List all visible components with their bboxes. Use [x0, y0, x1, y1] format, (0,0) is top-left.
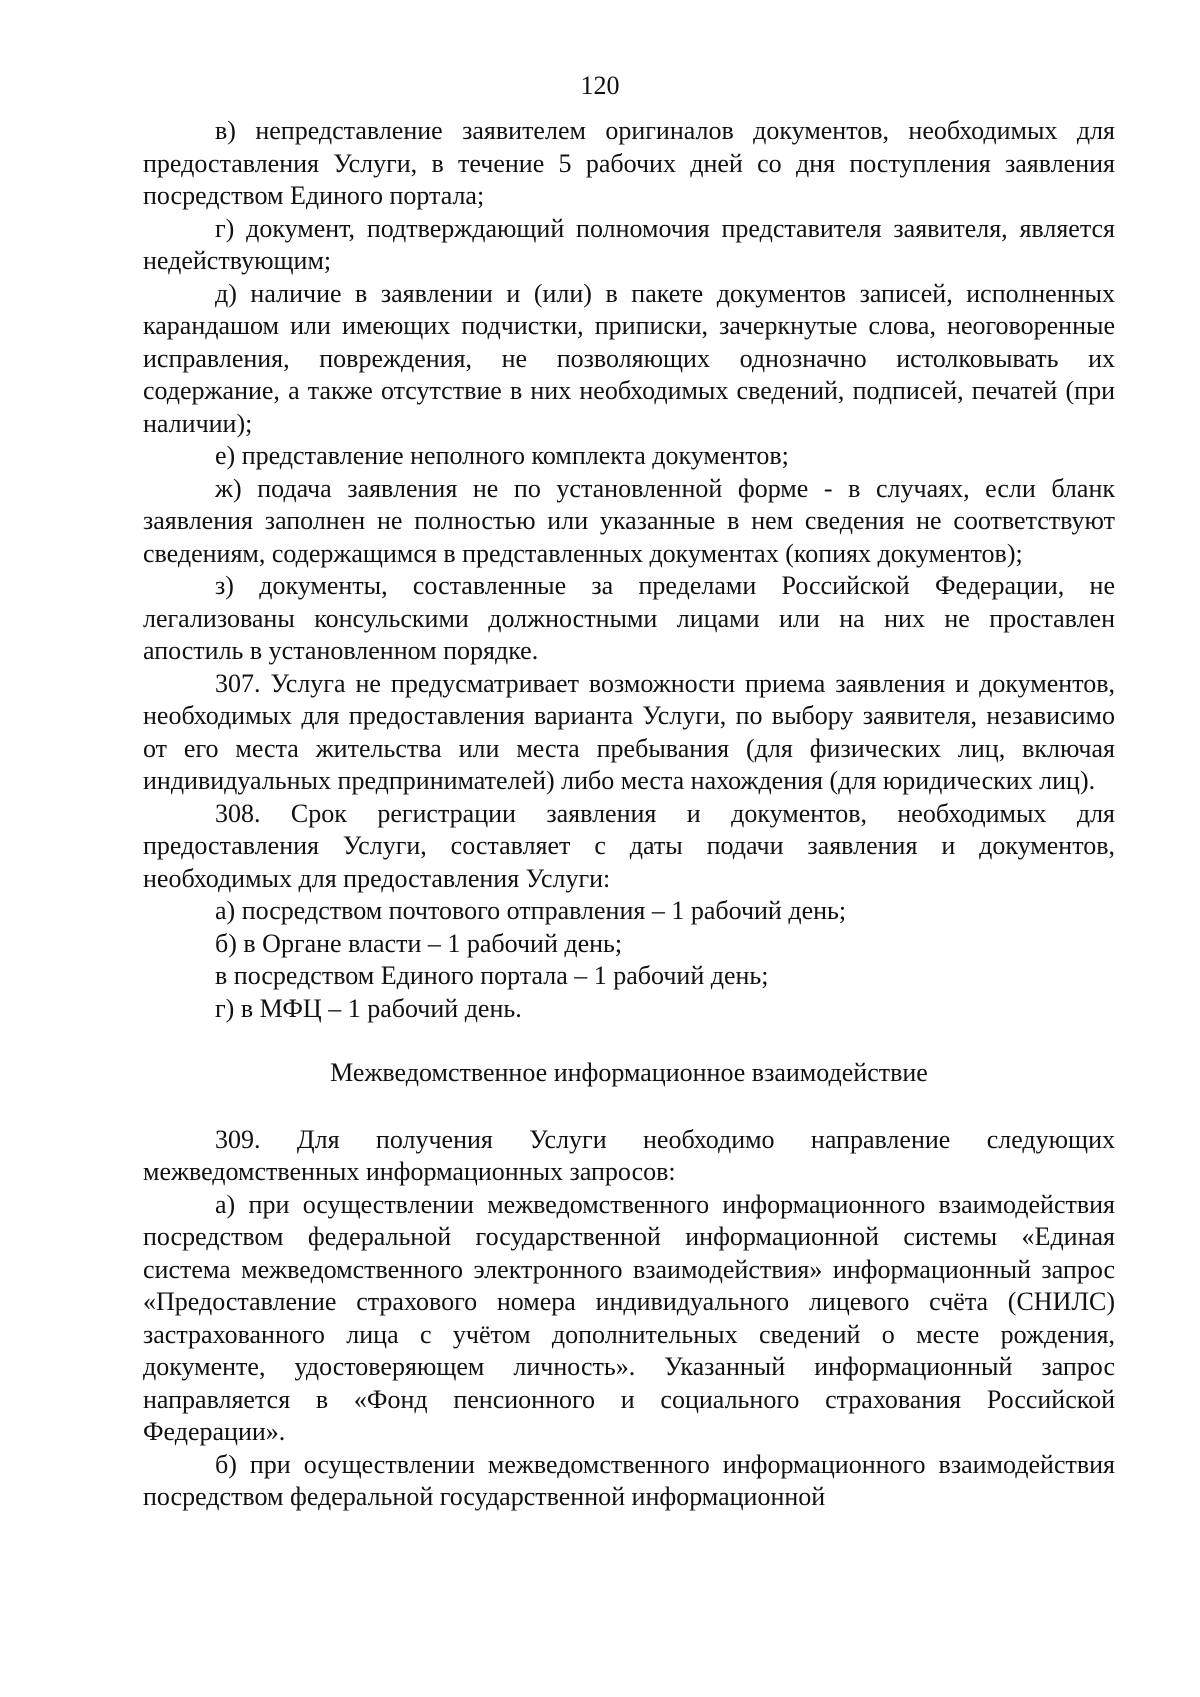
paragraph-308-b: б) в Органе власти – 1 рабочий день;	[215, 928, 623, 958]
paragraph-308-g: г) в МФЦ – 1 рабочий день.	[215, 993, 522, 1023]
document-body	[143, 115, 1115, 1514]
paragraph-g-authority-document: г) документ, подтверждающий полномочия представителя заявителя, является недействующим;	[143, 213, 1115, 275]
paragraph-v-originals: в) непредставление заявителем оригиналов документов, необходимых для предоставления Услуги, в течение 5 рабочих дней со дня поступления заявления посредством Единого портала;	[143, 116, 1115, 210]
paragraph-zh-wrong-form: ж) подача заявления не по установленной форме - в случаях, если бланк заявления заполнен не полностью или указанные в нем сведения не соответствуют сведениям, содержащимся в представленных документах (копиях документов);	[143, 473, 1115, 568]
page-number: 120	[580, 71, 620, 100]
paragraph-308: 308. Срок регистрации заявления и документов, необходимых для предоставления Услуги, составляет с даты подачи заявления и документов, необходимых для предоставления Услуги:	[143, 798, 1115, 893]
paragraph-308-v: в посредством Единого портала – 1 рабочий день;	[215, 961, 769, 990]
paragraph-309-b: б) при осуществлении межведомственного информационного взаимодействия посредством федеральной государственной информационной	[143, 1449, 1115, 1511]
paragraph-307: 307. Услуга не предусматривает возможности приема заявления и документов, необходимых для предоставления варианта Услуги, по выбору заявителя, независимо от его места жительства или места пребывания (для физических лиц, включая индивидуальных предпринимателей) либо места нахождения (для юридических лиц).	[143, 668, 1115, 795]
paragraph-309: 309. Для получения Услуги необходимо направление следующих межведомственных информационных запросов:	[143, 1124, 1115, 1186]
paragraph-308-a: а) посредством почтового отправления – 1 рабочий день;	[215, 896, 847, 925]
section-title: Межведомственное информационное взаимодействие	[330, 1058, 928, 1087]
paragraph-309-a: а) при осуществлении межведомственного информационного взаимодействия посредством федеральной государственной информационной системы «Единая система межведомственного электронного взаимодействия» информационный запрос «Предоставление страхового номера индивидуального лицевого счёта (СНИЛС) застрахованного лица с учётом дополнительных сведений о месте рождения, документе, удостоверяющем личность». Указанный информационный запрос направляется в «Фонд пенсионного и социального страхования Российской Федерации».	[143, 1189, 1115, 1446]
paragraph-d-corrections: д) наличие в заявлении и (или) в пакете документов записей, исполненных карандашом или имеющих подчистки, приписки, зачеркнутые слова, неоговоренные исправления, повреждения, не позволяющих однозначно истолковывать их содержание, а также отсутствие в них необходимых сведений, подписей, печатей (при наличии);	[143, 278, 1115, 438]
paragraph-e-incomplete-set: е) представление неполного комплекта документов;	[215, 441, 789, 470]
paragraph-z-legalization: з) документы, составленные за пределами Российской Федерации, не легализованы консульскими должностными лицами или на них не проставлен апостиль в установленном порядке.	[143, 571, 1115, 665]
